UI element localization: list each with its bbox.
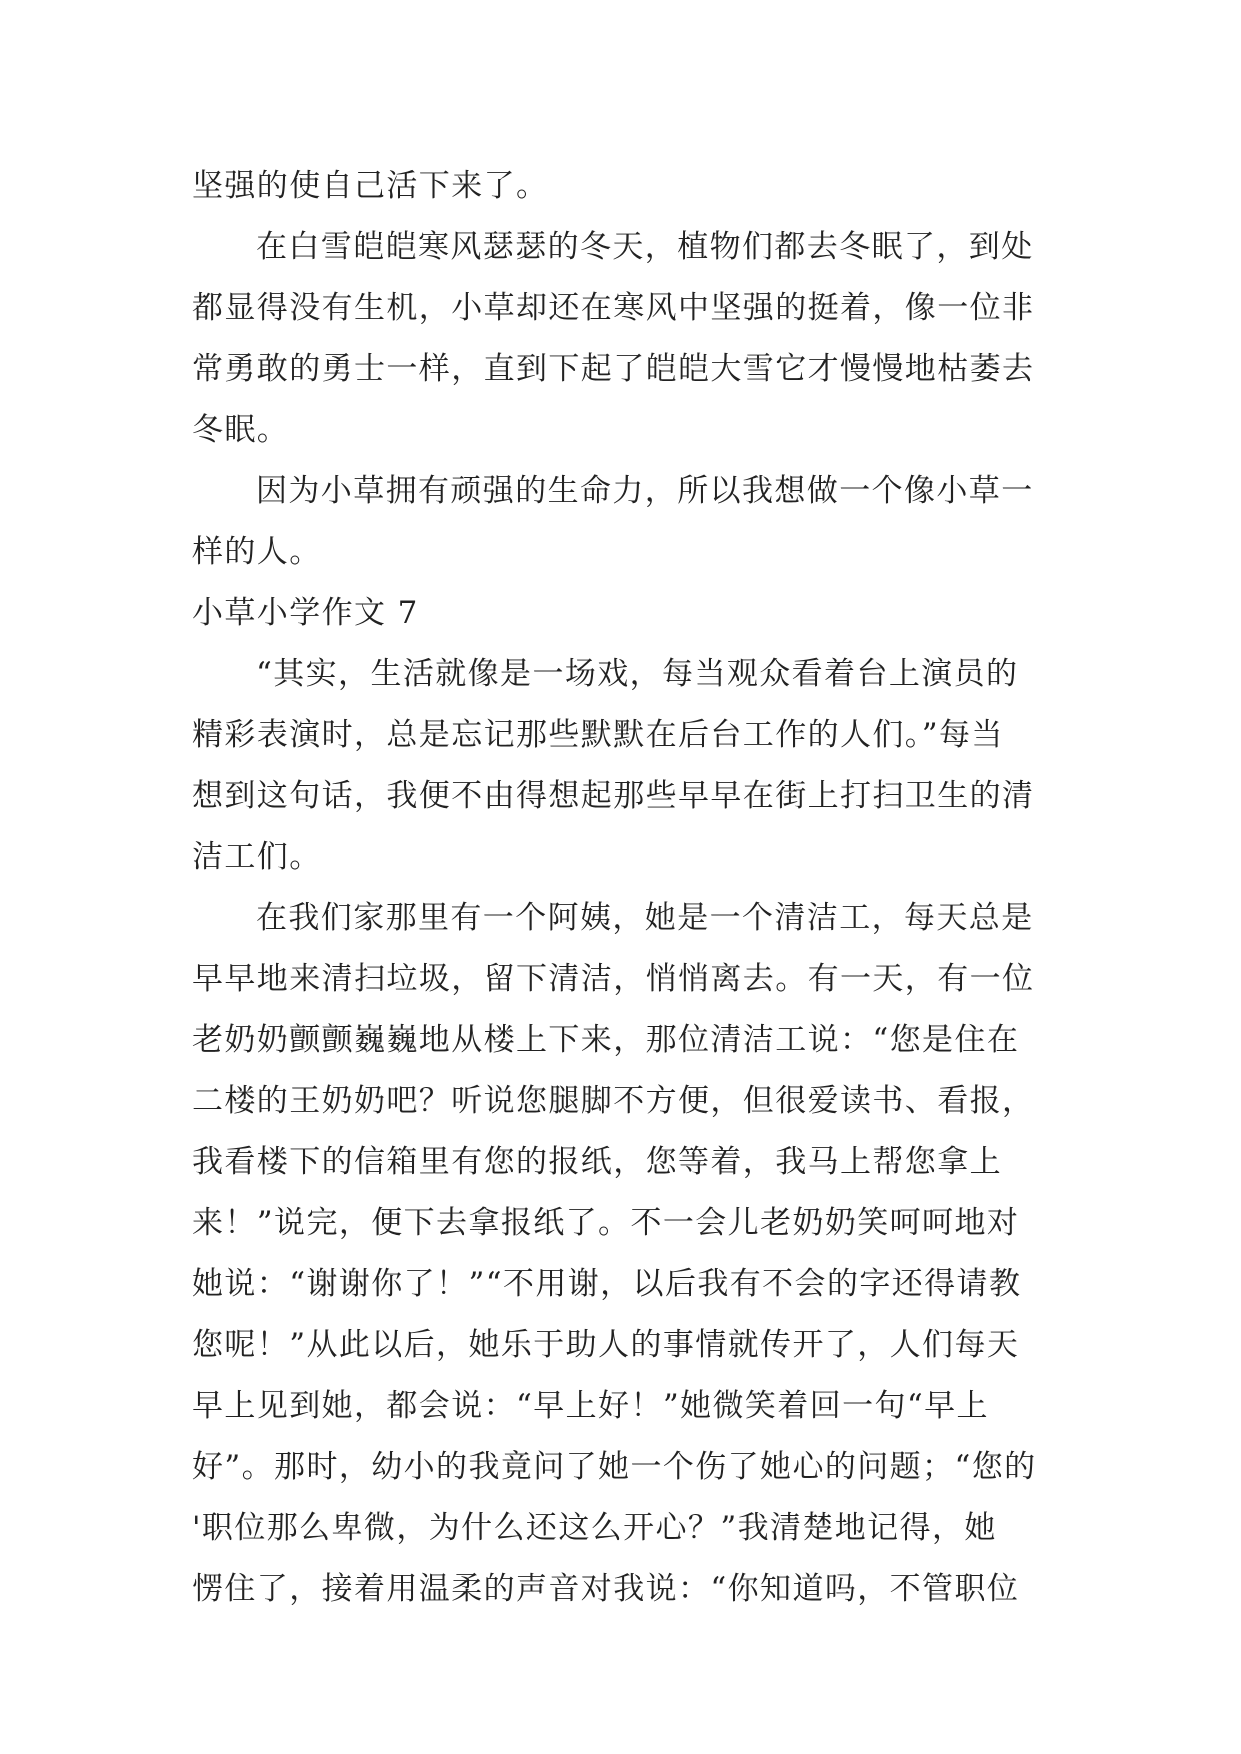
text-line: 想到这句话，我便不由得想起那些早早在街上打扫卫生的清 — [192, 778, 1035, 814]
text-line: 坚强的使自己活下来了。 — [192, 168, 549, 204]
text-line: 样的人。 — [192, 534, 322, 570]
document-body — [192, 156, 1054, 1620]
text-line: 在白雪皑皑寒风瑟瑟的冬天，植物们都去冬眠了，到处 — [256, 229, 1034, 265]
text-line: 老奶奶颤颤巍巍地从楼上下来，那位清洁工说：“您是住在 — [192, 1022, 1020, 1058]
text-line: '职位那么卑微，为什么还这么开心？”我清楚地记得，她 — [192, 1510, 997, 1546]
text-line: 洁工们。 — [192, 839, 322, 875]
text-line: 好”。那时，幼小的我竟问了她一个伤了她心的问题；“您的 — [192, 1449, 1037, 1485]
text-line: 来！”说完，便下去拿报纸了。不一会儿老奶奶笑呵呵地对 — [192, 1205, 1020, 1241]
text-line: 都显得没有生机，小草却还在寒风中坚强的挺着，像一位非 — [192, 290, 1035, 326]
text-line: 精彩表演时，总是忘记那些默默在后台工作的人们。”每当 — [192, 717, 1004, 753]
text-line: 冬眠。 — [192, 412, 290, 448]
text-line: 我看楼下的信箱里有您的报纸，您等着，我马上帮您拿上 — [192, 1144, 1002, 1180]
text-line: “其实，生活就像是一场戏，每当观众看着台上演员的 — [256, 656, 1019, 692]
text-line: 二楼的王奶奶吧？听说您腿脚不方便，但很爱读书、看报， — [192, 1083, 1035, 1119]
text-line: 您呢！”从此以后，她乐于助人的事情就传开了，人们每天 — [192, 1327, 1020, 1363]
section-heading: 小草小学作文 7 — [192, 595, 419, 631]
text-line: 早早地来清扫垃圾，留下清洁，悄悄离去。有一天，有一位 — [192, 961, 1035, 997]
text-line: 愣住了，接着用温柔的声音对我说：“你知道吗，不管职位 — [192, 1571, 1020, 1607]
text-line: 常勇敢的勇士一样，直到下起了皑皑大雪它才慢慢地枯萎去 — [192, 351, 1035, 387]
text-line: 在我们家那里有一个阿姨，她是一个清洁工，每天总是 — [256, 900, 1034, 936]
text-line: 因为小草拥有顽强的生命力，所以我想做一个像小草一 — [256, 473, 1034, 509]
text-line: 早上见到她，都会说：“早上好！”她微笑着回一句“早上 — [192, 1388, 989, 1424]
text-line: 她说：“谢谢你了！”“不用谢，以后我有不会的字还得请教 — [192, 1266, 1022, 1302]
